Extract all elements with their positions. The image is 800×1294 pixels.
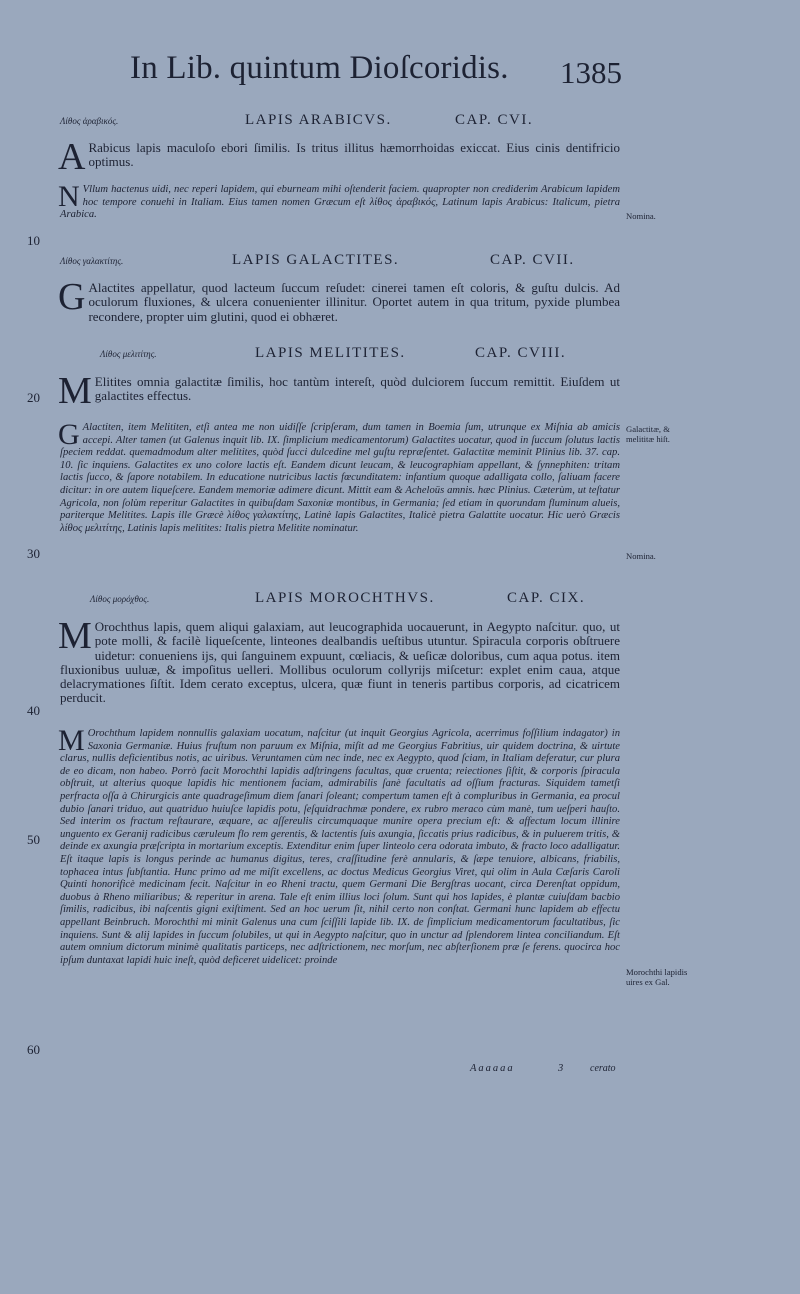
line-number: 20 <box>27 390 40 405</box>
line-number: 50 <box>27 832 40 847</box>
chapter-number: CAP. CIX. <box>507 590 586 606</box>
page-number: 1385 <box>560 55 622 90</box>
chapter-text-morochthus <box>58 615 620 706</box>
greek-title: Λίθος ἀραβικός. <box>60 116 119 126</box>
drop-initial: M <box>58 370 92 412</box>
commentary-body: Alactiten, item Melititen, etſi antea me non uidiſſe ſcripſeram, dum tamen in Boemia ſum, utrunque ex Miſnia ab amicis accepi. Alter tamen (ut Galenus inquit lib. IX. ſimplicium medicamentorum) Galactites uocatur, quod in ſuccum ſolutus lactis ſpeciem reddat. quemadmodum alter melitites, quòd ſucci dulcedine mel guſtu repræſentet. Galactitæ meminit Plinius lib. 37. cap. 10. ſic inquiens. Galactites ex uno colore lactis eſt. Eandem dicunt leucam, & leucographiam appellant, & ſynnephiten: tritam lactis ſucco, & ſapore notabilem. In educatione nutricibus lactis fœcunditatem: infantium quoque adalligata collo, ſaliuam facere dicitur: in ore autem liqueſcere. Eandem memoriæ adimere dicunt. Mittit eam & Acheloüs amnis. hæc Plinius. Cæterùm, ut teſtatur Agricola, non ſolùm reperitur Galactites in quibuſdam Saxoniæ montibus, in Germania; ſed etiam in quorundam fluminum alueis, pariterque Melitites. Lapis ille Græcè λίθος γαλακτίτης, Latinè lapis Galactites, Italicè pietra Galattite uocatur. Hic uerò Græcis λίθος μελιτίτης, Latinis lapis melitites: Italis pietra Melitite nominatur. <box>60 422 620 534</box>
chapter-number: CAP. CVIII. <box>475 345 567 361</box>
chapter-heading-galactites <box>60 252 620 272</box>
commentary-body: Vllum hactenus uidi, nec reperi lapidem, qui eburneam mihi oſtenderit faciem. quapropter non crediderim Arabicum lapidem hoc tempore conuehi in Italiam. Eius tamen nomen Græcum eſt λίθος ἀραβικός, Latinum lapis Arabicus: Italicum, pietra Arabica. <box>60 184 620 221</box>
chapter-name: LAPIS GALACTITES. <box>232 252 400 268</box>
signature-number: 3 <box>558 1063 564 1074</box>
signature-mark: Aaaaaa <box>470 1063 515 1074</box>
margin-note: Nomina. <box>626 551 656 561</box>
chapter-name: LAPIS MELITITES. <box>255 345 406 361</box>
running-header: In Lib. quintum Dioſcoridis. <box>130 50 509 86</box>
drop-initial: N <box>58 180 80 213</box>
chapter-body: Elitites omnia galactitæ ſimilis, hoc tantùm intereſt, quòd dulciorem ſuccum remittit. Eiuſdem ut galactites effectus. <box>94 374 620 404</box>
margin-note: Morochthi lapidis uires ex Gal. <box>626 967 688 987</box>
drop-initial: A <box>58 136 86 178</box>
chapter-name: LAPIS ARABICVS. <box>245 112 392 128</box>
chapter-text-galactites <box>58 276 620 324</box>
line-number: 10 <box>27 233 40 248</box>
drop-initial: G <box>58 418 80 451</box>
chapter-number: CAP. CVI. <box>455 112 534 128</box>
commentary-melitites <box>58 418 620 535</box>
greek-title: Λίθος μορόχθος. <box>90 594 150 604</box>
line-number: 30 <box>27 546 40 561</box>
commentary-morochthus <box>58 724 620 967</box>
commentary-body: Orochthum lapidem nonnullis galaxiam uocatum, naſcitur (ut inquit Georgius Agricola, acerrimus foſſilium indagator) in Saxonia Germaniæ. Huius fruſtum non paruum ex Miſnia, miſit ad me Georgius Fabritius, uir quidem doctrina, & uirtute clarus, nullis deficientibus notis, ac uiribus. Veruntamen cùm nec inde, nec ex Aegypto, quod ſciam, in Italiam deferatur, cur plura de eo dicam, non habeo. Porrò facit Morochthi lapidis adſtringens facultas, quæ cruenta; reiectiones ſiſtit, & corporis ſpiracula obſtruit, ut alterius quoque lapidis hic mentionem faciam, admirabilis ſanè facultatis ad oſſium fracturas. Siquidem tametſi perfracta oſſa à Chirurgicis ante quadrageſimum diem ſanari ſoleant; compertum tamen eſt à compluribus in Germania, ea procul dubio ſanari triduo, aut quatriduo huiuſce lapidis potu, ſeſquidrachmæ pondere, ex rubro meraco cùm manè, tum ueſperi hauſto. Sed interim os fractum reſtaurare, æquare, ac aſſereulis circumquaque munire opera precium eſt: & affectum locum illinire unguento ex Geranij radicibus cæruleum flo rem gerentis, & lactentis ſuis axungia, ſiccatis prius radicibus, & in puluerem tritis, & deinde ex axungia præſcripta in mortarium exceptis. Extenditur enim ſuper linteolo cera odorata imbuto, & fracto loco adalligatur. Eſt itaque lapis is longus perinde ac humanus digitus, teres, craſſitudine ferè annularis, & ſæpe tenuiore, albicans, friabilis, tophacea intus ſubſtantia. Hunc primo ad me miſit excellens, ac doctus Medicus Georgius Viret, qui olim in Aula Cæſaris Caroli Quinti honorificè medicinam fecit. Naſcitur in eo Rheni tractu, quem Germani Die Bergſtras uocant, circa Derenſtat oppidum, duobus à Rheno miliaribus; & reperitur in arena. Tale eſt enim illius loci ſolum. Sunt qui hos lapides, è plantæ cuiuſdam bacbio ſimilis, radicibus, ibi naſcentis gigni exiſtiment. Sed an hoc uerum ſit, nihil certo non conſtat. Germani hunc lapidem ab effectu appellant Beinbruch. Morochthi mi minit Galenus una cum ſciſſili lapide lib. IX. de ſimplicium medicamentorum facultatibus, ſic inquiens. Sunt & alij lapides in ſuccum ſolubiles, ut qui in Aegypto naſcitur, quo in unctur ad ſplendorem lintea conciliandum. Eſt autem omnium dictorum minimè qualitatis particeps, nec adſtrictionem, nec morſum, nec abſterſionem præ ſe ferens. quocirca hoc ipſum duntaxat lapidi huic ineſt, quòd deficeret uidelicet: proinde <box>60 728 620 966</box>
greek-title: Λίθος γαλακτίτης. <box>60 256 124 266</box>
chapter-number: CAP. CVII. <box>490 252 575 268</box>
catchword: cerato <box>590 1063 616 1074</box>
greek-title: Λίθος μελιτίτης. <box>100 349 157 359</box>
drop-initial: G <box>58 276 86 318</box>
chapter-body: Orochthus lapis, quem aliqui galaxiam, aut leucographida uocauerunt, in Aegypto naſcitur. quo, ut pote molli, & facilè liqueſcente, linteones dealbandis ueſtibus utuntur. Spiracula corporis obſtruere uidetur: conueniens ijs, qui ſanguinem expuunt, cœliacis, & ueſicæ doloribus, cum aqua potus. item fluxionibus uuluæ, & impoſitus uelleri. Mollibus oculorum collyrijs miſcetur: explet enim caua, atque delacrymationes ſiſtit. Idem cerato exceptus, ulcera, quæ fiunt in teneris partibus corporis, ad cicatricem perducit. <box>60 619 620 706</box>
margin-note: Galactitæ, & melititæ hiſt. <box>626 424 670 444</box>
drop-initial: M <box>58 724 85 757</box>
line-number: 40 <box>27 703 40 718</box>
chapter-text-arabicus <box>58 136 620 178</box>
line-number: 60 <box>27 1042 40 1057</box>
chapter-heading-arabicus <box>60 112 620 132</box>
chapter-text-melitites <box>58 370 620 412</box>
chapter-heading-morochthus <box>60 590 620 610</box>
chapter-body: Alactites appellatur, quod lacteum ſuccum reſudet: cinerei tamen eſt coloris, & guſtu dulcis. Ad oculorum fluxiones, & ulcera conuenienter illinitur. Oportet autem in qua tritum, pyxide plumbea recondere, propter uim glutini, quod ei obhæret. <box>88 280 620 324</box>
margin-note: Nomina. <box>626 211 656 221</box>
chapter-body: Rabicus lapis maculoſo ebori ſimilis. Is tritus illitus hæmorrhoidas exiccat. Eius cinis dentifricio optimus. <box>88 140 620 170</box>
chapter-heading-melitites <box>60 345 620 365</box>
commentary-arabicus <box>58 180 620 222</box>
drop-initial: M <box>58 615 92 657</box>
chapter-name: LAPIS MOROCHTHVS. <box>255 590 435 606</box>
